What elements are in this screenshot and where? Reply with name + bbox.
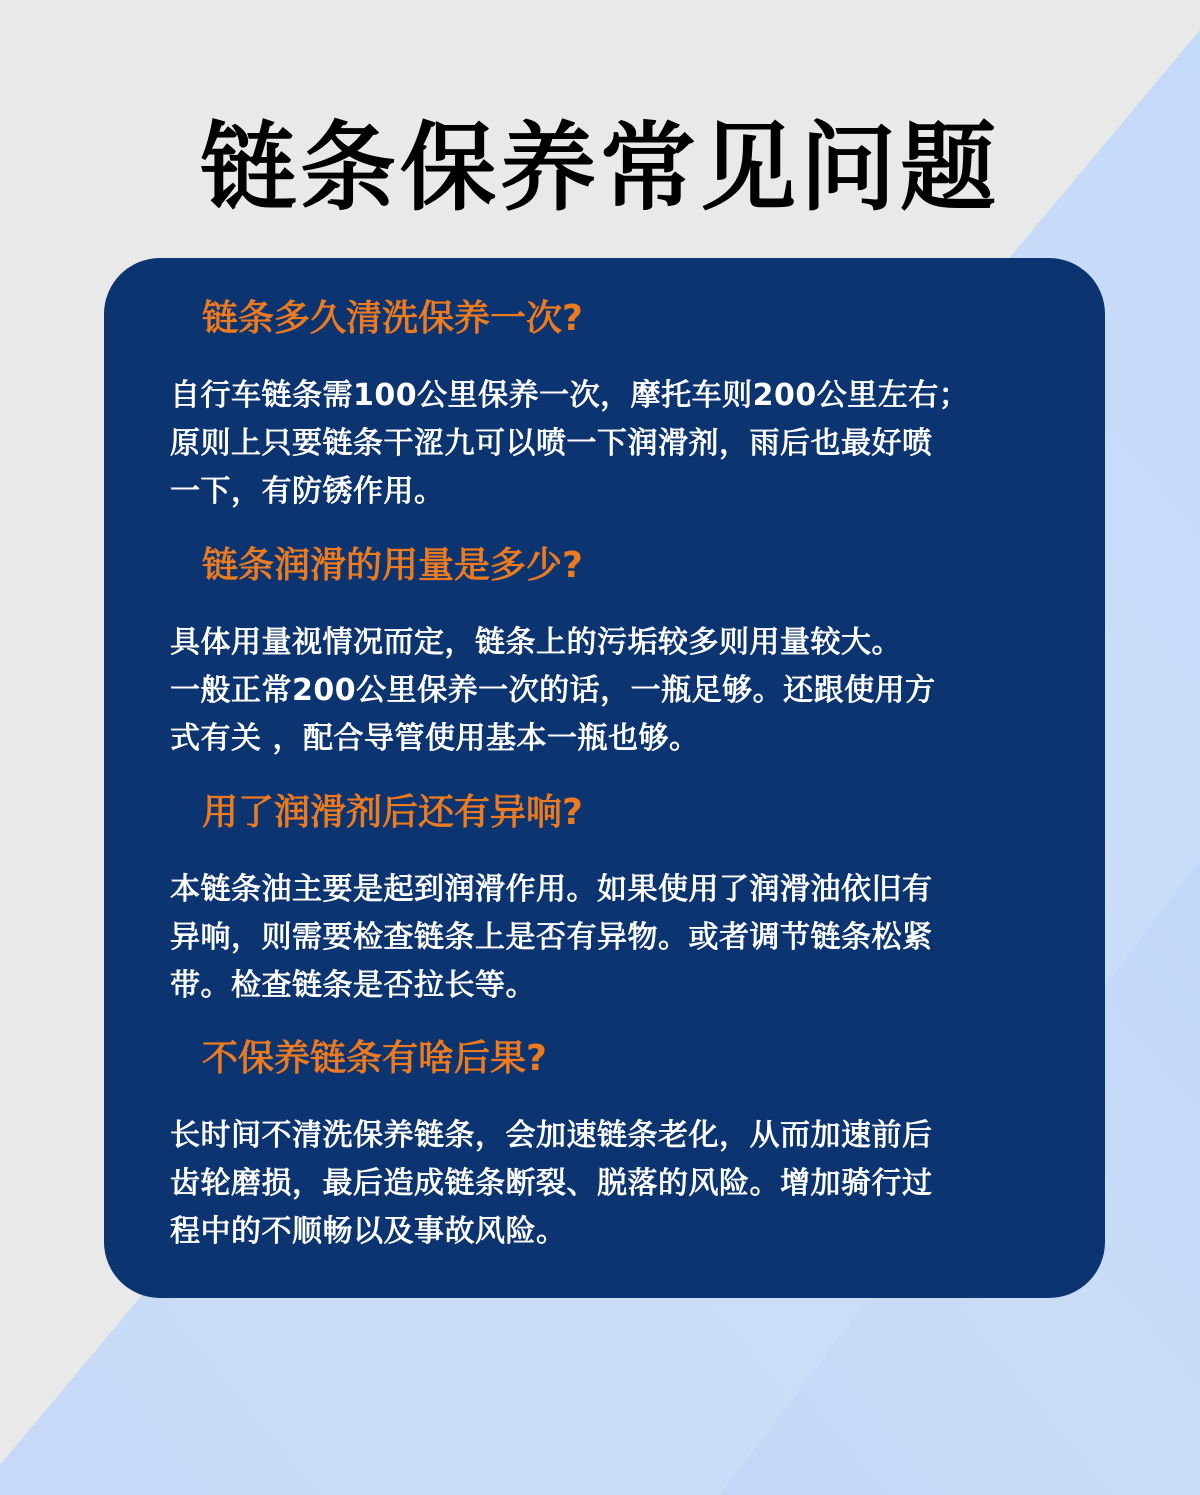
answer-line: 原则上只要链条干涩九可以喷一下润滑剂，雨后也最好喷 xyxy=(170,426,933,461)
answer-line: 具体用量视情况而定，链条上的污垢较多则用量较大。 xyxy=(170,625,902,660)
faq-item-4 xyxy=(104,1036,1105,1256)
faq-answer-2 xyxy=(104,619,1105,763)
answer-line: 异响，则需要检查链条上是否有异物。或者调节链条松紧 xyxy=(170,920,933,955)
faq-item-3 xyxy=(104,790,1105,1010)
answer-line: 一般正常200公里保养一次的话，一瓶足够。还跟使用方 xyxy=(170,673,936,708)
faq-question-2: 链条润滑的用量是多少? xyxy=(202,545,583,586)
faq-answer-1 xyxy=(104,372,1105,516)
answer-line: 式有关 ，配合导管使用基本一瓶也够。 xyxy=(170,721,700,756)
faq-question-3: 用了润滑剂后还有异响? xyxy=(202,792,583,833)
faq-item-2 xyxy=(104,543,1105,763)
faq-answer-3 xyxy=(104,866,1105,1010)
answer-line: 长时间不清洗保养链条，会加速链条老化，从而加速前后 xyxy=(170,1118,933,1153)
answer-line: 一下，有防锈作用。 xyxy=(170,474,445,509)
faq-card xyxy=(104,258,1105,1298)
faq-question-1: 链条多久清洗保养一次? xyxy=(202,298,583,339)
answer-line: 本链条油主要是起到润滑作用。如果使用了润滑油依旧有 xyxy=(170,872,933,907)
faq-answer-4 xyxy=(104,1112,1105,1256)
answer-line: 齿轮磨损，最后造成链条断裂、脱落的风险。增加骑行过 xyxy=(170,1166,933,1201)
faq-item-1 xyxy=(104,296,1105,516)
answer-line: 带。检查链条是否拉长等。 xyxy=(170,968,536,1003)
answer-line: 自行车链条需100公里保养一次，摩托车则200公里左右； xyxy=(170,378,970,413)
faq-question-4: 不保养链条有啥后果? xyxy=(202,1038,547,1079)
answer-line: 程中的不顺畅以及事故风险。 xyxy=(170,1214,567,1249)
page-title: 链条保养常见问题 xyxy=(200,112,1000,224)
